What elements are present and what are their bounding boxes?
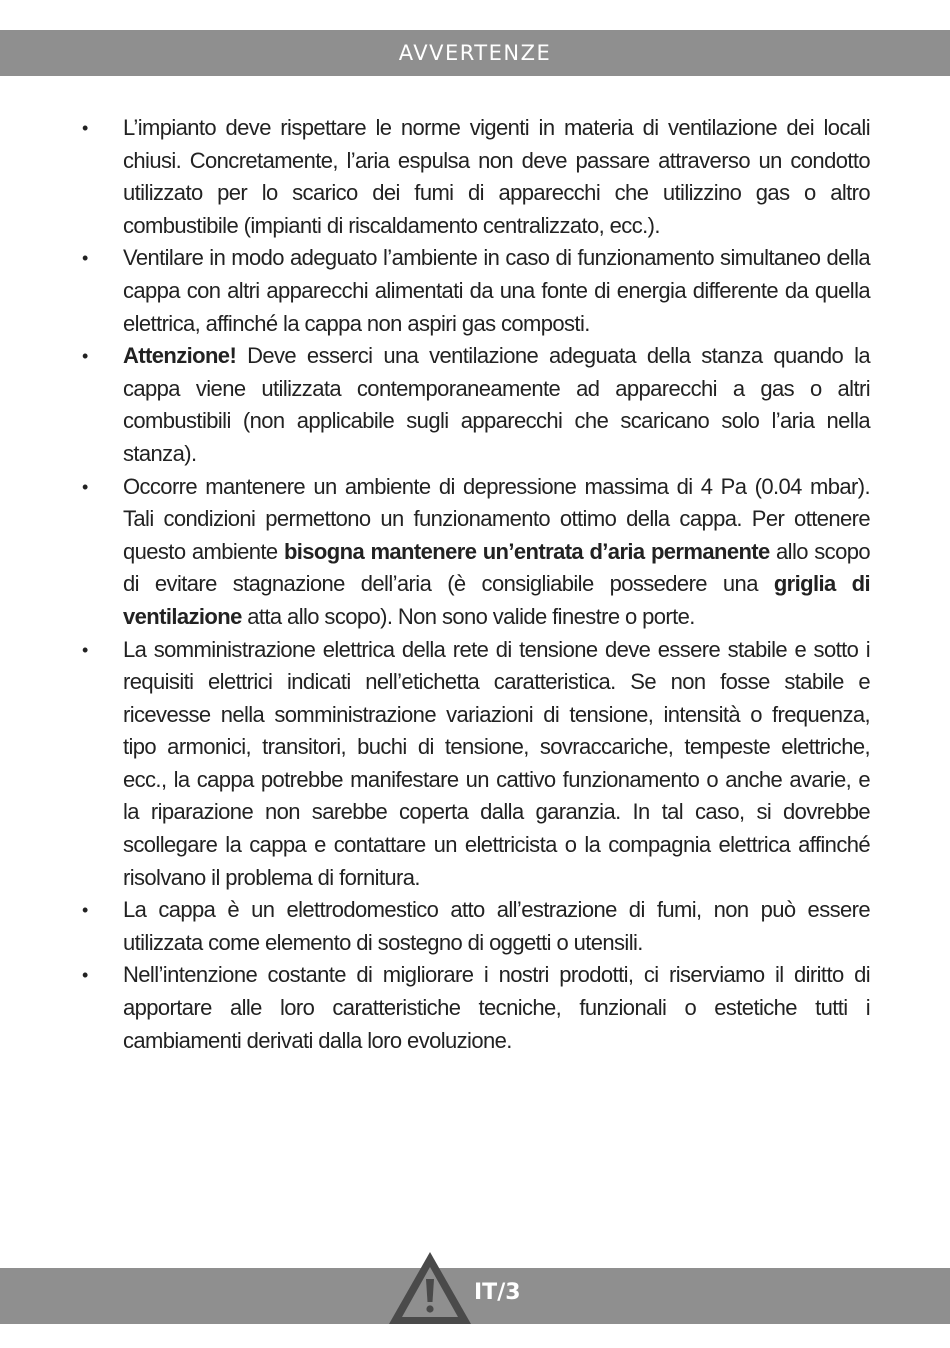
text-run: La somministrazione elettrica della rete di tensione deve essere stabile e sotto i requisiti elettrici indicati nell’etichetta caratteristica. Se non fosse stabile e ricevesse nella somministrazione variazioni di tensione, intensità o frequenza, tipo armonici, transitori, buchi di tensione, sovraccariche, tempeste elettriche, ecc., la cappa potrebbe manifestare un cattivo funzionamento o anche avarie, e la riparazione non sarebbe coperta dalla garanzia. In tal caso, si dovrebbe scollegare la cappa e contattare un elettricista o la compagnia elettrica affinché risolvano il problema di fornitura. <box>123 636 870 890</box>
bold-text-run: griglia di ventilazione <box>123 571 870 629</box>
text-run: Deve esserci una ventilazione adeguata della stanza quando la cappa viene utilizzata contemporaneamente ad apparecchi a gas o altri combustibili (non applicabile sugli apparecchi che scaricano solo l’aria nella stanza). <box>123 343 870 466</box>
item-text <box>123 343 870 466</box>
item-text <box>123 115 870 238</box>
bullet-icon: • <box>82 476 88 497</box>
page-number: IT/3 <box>474 1280 521 1305</box>
list-item <box>78 959 870 1057</box>
text-run: atta allo scopo). Non sono valide finestre o porte. <box>241 603 695 629</box>
bullet-icon: • <box>82 965 88 986</box>
bullet-icon: • <box>82 900 88 921</box>
list-item <box>78 242 870 340</box>
text-run: Ventilare in modo adeguato l’ambiente in caso di funzionamento simultaneo della cappa con altri apparecchi alimentati da una fonte di energia differente da quella elettrica, affinché la cappa non aspiri gas composti. <box>123 245 870 336</box>
header-band <box>0 30 950 76</box>
list-item <box>78 471 870 634</box>
warnings-list <box>78 112 870 1057</box>
page-title: AVVERTENZE <box>398 41 552 65</box>
warning-triangle-icon <box>386 1249 474 1327</box>
text-run: Occorre mantenere un ambiente di depressione massima di 4 Pa (0.04 mbar). Tali condizioni permettono un funzionamento ottimo della cappa. Per ottenere questo ambiente <box>123 473 870 564</box>
list-item <box>78 894 870 959</box>
item-text <box>123 245 870 335</box>
list-item <box>78 634 870 895</box>
text-run: allo scopo di evitare stagnazione dell’aria (è consigliabile possedere una <box>123 538 870 597</box>
bullet-icon: • <box>82 118 88 138</box>
bullet-icon: • <box>82 639 88 660</box>
text-run: Nell’intenzione costante di migliorare i nostri prodotti, ci riserviamo il diritto di apportare alle loro caratteristiche tecniche, funzionali o estetiche tutti i cambiamenti derivati dalla loro evoluzione. <box>123 962 870 1053</box>
list-item <box>78 340 870 470</box>
item-text <box>123 637 870 890</box>
bold-text-run: bisogna mantenere un’entrata d’aria permanente <box>283 538 770 564</box>
item-text <box>123 962 870 1052</box>
item-text <box>123 474 870 629</box>
text-run: L’impianto deve rispettare le norme vigenti in materia di ventilazione dei locali chiusi. Concretamente, l’aria espulsa non deve passare attraverso un condotto utilizzato per lo scarico dei fumi di apparecchi che utilizzino gas o altro combustibile (impianti di riscaldamento centralizzato, ecc.). <box>123 115 870 238</box>
bold-text-run: Attenzione! <box>123 343 237 369</box>
item-text <box>123 897 870 955</box>
bullet-icon: • <box>82 346 88 367</box>
text-run: La cappa è un elettrodomestico atto all’estrazione di fumi, non può essere utilizzata come elemento di sostegno di oggetti o utensili. <box>123 897 870 955</box>
list-item <box>78 112 870 242</box>
warnings-content <box>78 112 870 1057</box>
bullet-icon: • <box>82 248 88 269</box>
